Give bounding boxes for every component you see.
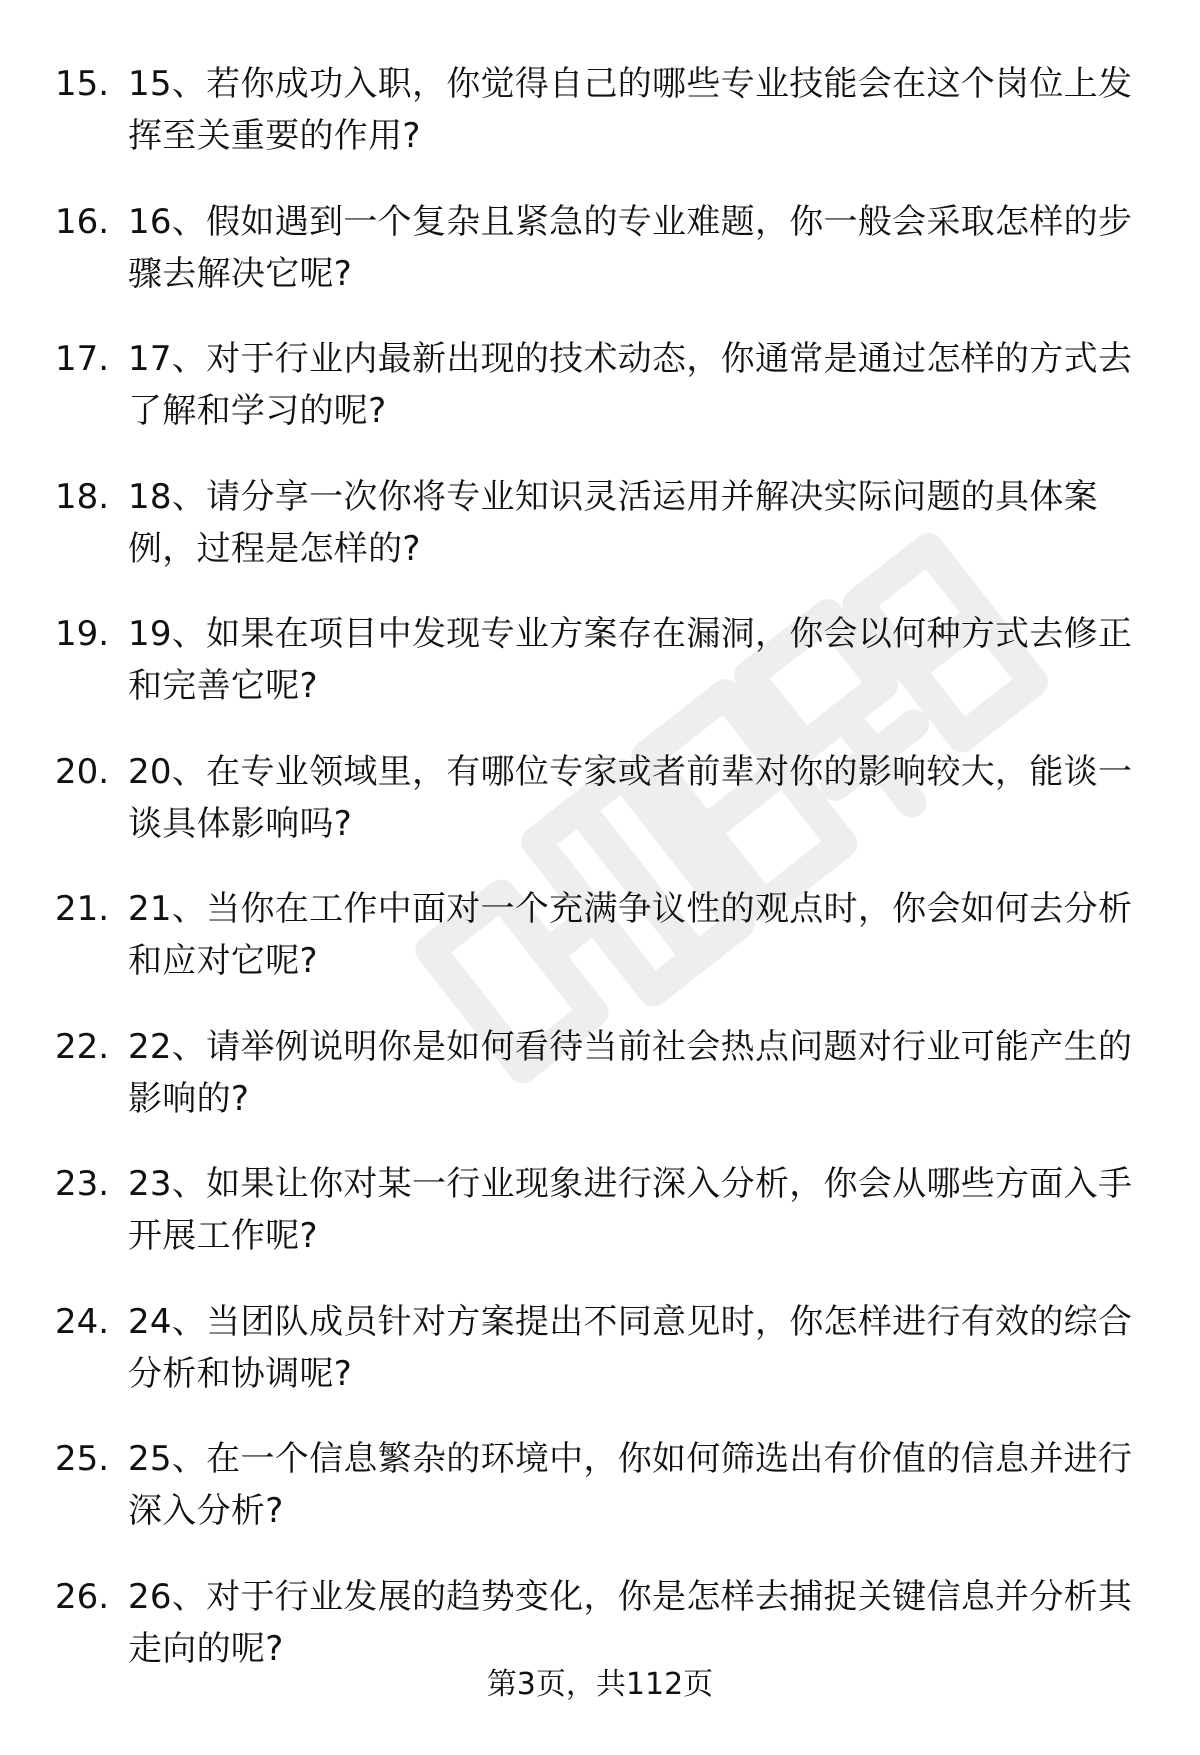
question-text: 21、当你在工作中面对一个充满争议性的观点时，你会如何去分析和应对它呢? (128, 889, 1133, 981)
question-number: 22. (55, 1026, 110, 1067)
question-text: 19、如果在项目中发现专业方案存在漏洞，你会以何种方式去修正和完善它呢? (128, 614, 1133, 706)
question-text: 20、在专业领域里，有哪位专家或者前辈对你的影响较大，能谈一谈具体影响吗? (128, 751, 1133, 844)
question-number: 24. (55, 1301, 110, 1342)
question-text: 26、对于行业发展的趋势变化，你是怎样去捕捉关键信息并分析其走向的呢? (128, 1576, 1133, 1669)
question-number: 25. (55, 1439, 110, 1479)
question-number: 20. (55, 751, 110, 792)
question-item-22 (55, 1021, 1145, 1125)
question-number: 23. (55, 1164, 110, 1204)
question-text: 24、当团队成员针对方案提出不同意见时，你怎样进行有效的综合分析和协调呢? (128, 1301, 1133, 1394)
page-footer: 第3页，共112页 (486, 1667, 714, 1702)
question-text: 17、对于行业内最新出现的技术动态，你通常是通过怎样的方式去了解和学习的呢? (128, 339, 1133, 431)
question-text: 22、请举例说明你是如何看待当前社会热点问题对行业可能产生的影响的? (128, 1026, 1133, 1119)
question-item-23 (55, 1158, 1145, 1262)
question-item-21 (55, 883, 1145, 987)
question-item-16 (55, 196, 1145, 300)
question-text: 25、在一个信息繁杂的环境中，你如何筛选出有价值的信息并进行深入分析? (128, 1439, 1133, 1531)
question-item-15 (55, 58, 1145, 162)
question-number: 16. (55, 201, 110, 242)
question-number: 18. (55, 476, 110, 517)
question-list (55, 58, 1145, 1708)
question-item-19 (55, 608, 1145, 712)
question-number: 19. (55, 614, 110, 654)
question-number: 21. (55, 889, 110, 929)
question-text: 16、假如遇到一个复杂且紧急的专业难题，你一般会采取怎样的步骤去解决它呢? (128, 201, 1133, 294)
question-item-25 (55, 1433, 1145, 1537)
question-text: 15、若你成功入职，你觉得自己的哪些专业技能会在这个岗位上发挥至关重要的作用? (128, 64, 1133, 156)
question-item-20 (55, 746, 1145, 850)
question-text: 23、如果让你对某一行业现象进行深入分析，你会从哪些方面入手开展工作呢? (128, 1164, 1133, 1256)
question-number: 26. (55, 1576, 110, 1617)
question-item-17 (55, 333, 1145, 437)
question-text: 18、请分享一次你将专业知识灵活运用并解决实际问题的具体案例，过程是怎样的? (128, 476, 1098, 569)
question-item-26 (55, 1571, 1145, 1675)
question-number: 17. (55, 339, 110, 379)
question-item-24 (55, 1296, 1145, 1400)
question-item-18 (55, 471, 1145, 575)
question-number: 15. (55, 64, 110, 104)
